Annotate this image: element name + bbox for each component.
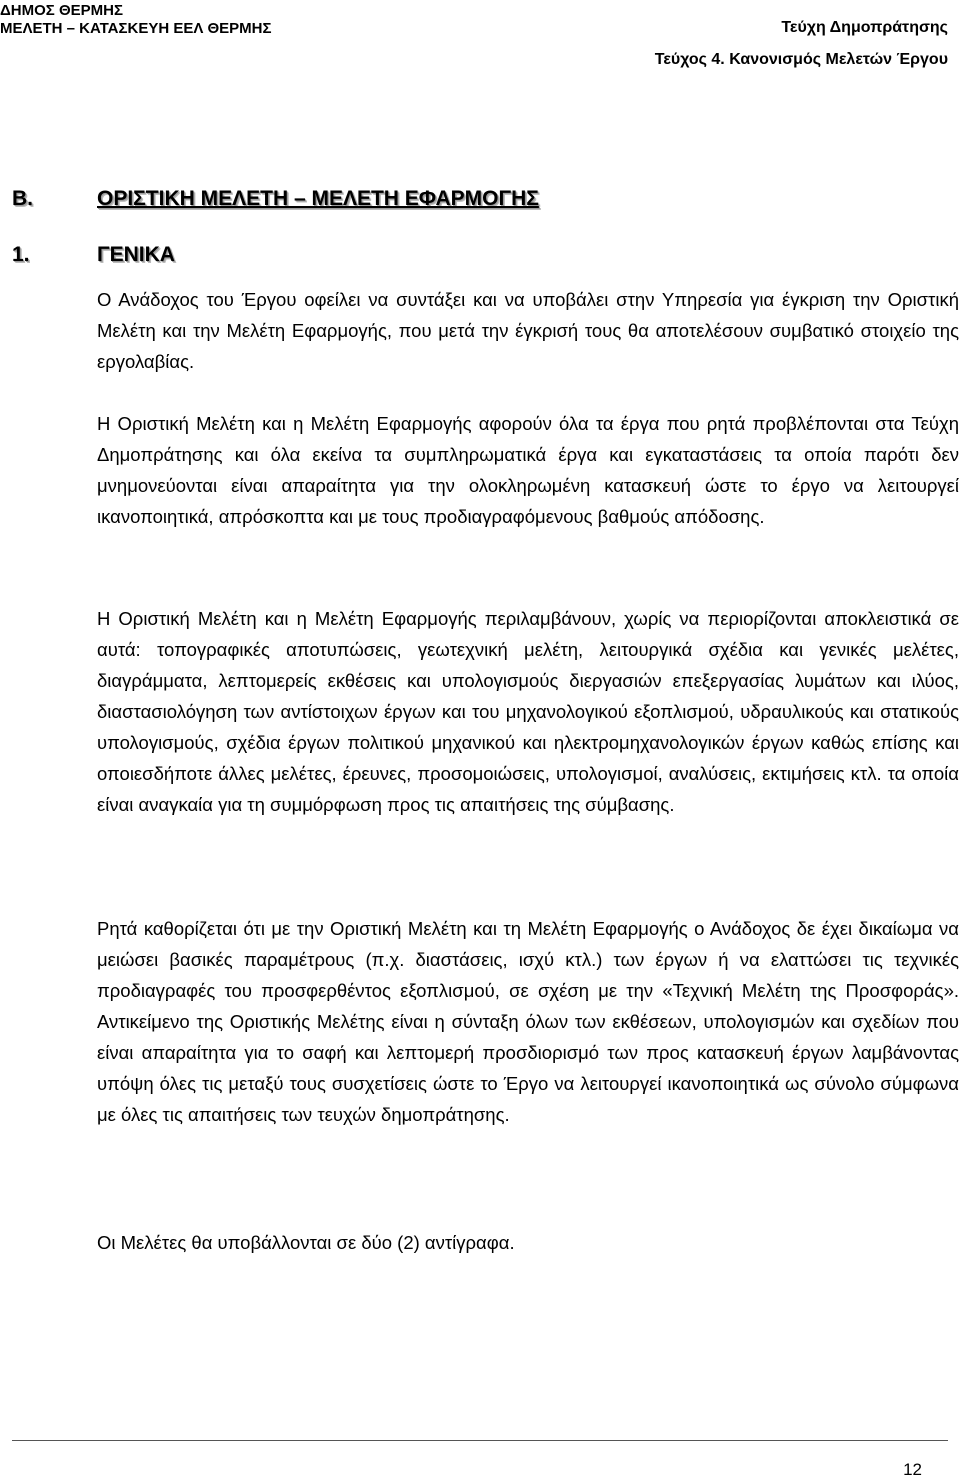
- body-paragraph-4-block: [97, 913, 959, 1130]
- body-paragraph-1-block: [97, 284, 959, 377]
- header-project: ΜΕΛΕΤΗ – ΚΑΤΑΣΚΕΥΗ ΕΕΛ ΘΕΡΜΗΣ: [0, 20, 272, 37]
- header-left: [0, 2, 272, 38]
- body-paragraph: Οι Μελέτες θα υποβάλλονται σε δύο (2) αντίγραφα.: [97, 1232, 515, 1253]
- header-right: [655, 12, 948, 76]
- page-number: 12: [903, 1460, 922, 1479]
- body-paragraph-3-block: [97, 603, 959, 820]
- subsection-heading: [12, 243, 175, 267]
- footer-divider: [12, 1440, 948, 1441]
- header-docs-title: Τεύχη Δημοπράτησης: [781, 19, 948, 36]
- header-municipality: ΔΗΜΟΣ ΘΕΡΜΗΣ: [0, 2, 123, 19]
- body-paragraph: Ρητά καθορίζεται ότι με την Οριστική Μελέτη και τη Μελέτη Εφαρμογής ο Ανάδοχος δε έχει δικαίωμα να μειώσει βασικές παραμέτρους (π.χ. διαστάσεις, ισχύ κτλ.) των έργων ή να ελαττώσει τις τεχνικές προδιαγραφές του προσφερθέντος εξοπλισμού, σε σχέση με την «Τεχνική Μελέτη της Προσφοράς». Αντικείμενο της Οριστικής Μελέτης είναι η σύνταξη όλων των εκθέσεων, υπολογισμών και σχεδίων που είναι απαραίτητα για το σαφή και λεπτομερή προσδιορισμό των προς κατασκευή έργων λαμβάνοντας υπόψη όλες τις μεταξύ τους συσχετίσεις ώστε το Έργο να λειτουργεί ικανοποιητικά ως σύνολο σύμφωνα με όλες τις απαιτήσεις των τευχών δημοπράτησης.: [97, 918, 959, 1125]
- body-paragraph-2-block: [97, 408, 959, 532]
- section-number: Β.: [12, 187, 33, 210]
- subsection-title: ΓΕΝΙΚΑ: [97, 243, 175, 266]
- body-paragraph-5-block: [97, 1227, 959, 1258]
- section-heading: [12, 187, 539, 211]
- section-title: ΟΡΙΣΤΙΚΗ ΜΕΛΕΤΗ – ΜΕΛΕΤΗ ΕΦΑΡΜΟΓΗΣ: [97, 187, 539, 210]
- header-volume-title: Τεύχος 4. Κανονισμός Μελετών Έργου: [654, 51, 948, 68]
- body-paragraph: Ο Ανάδοχος του Έργου οφείλει να συντάξει και να υποβάλει στην Υπηρεσία για έγκριση την Οριστική Μελέτη και την Μελέτη Εφαρμογής, που μετά την έγκρισή τους θα αποτελέσουν συμβατικό στοιχείο της εργολαβίας.: [97, 289, 959, 372]
- body-paragraph: Η Οριστική Μελέτη και η Μελέτη Εφαρμογής περιλαμβάνουν, χωρίς να περιορίζονται αποκλειστικά σε αυτά: τοπογραφικές αποτυπώσεις, γεωτεχνική μελέτη, λειτουργικά σχέδια και γενικές μελέτες, διαγράμματα, λεπτομερείς εκθέσεις και υπολογισμούς διεργασιών επεξεργασίας λυμάτων και ιλύος, διαστασιολόγηση των αντίστοιχων έργων και του μηχανολογικού εξοπλισμού, υδραυλικούς και στατικούς υπολογισμούς, σχέδια έργων πολιτικού μηχανικού και ηλεκτρομηχανολογικών έργων καθώς επίσης και οποιεσδήποτε άλλες μελέτες, έρευνες, προσομοιώσεις, υπολογισμοί, αναλύσεις, εκτιμήσεις κτλ. τα οποία είναι αναγκαία για τη συμμόρφωση προς τις απαιτήσεις της σύμβασης.: [97, 608, 959, 815]
- body-paragraph: Η Οριστική Μελέτη και η Μελέτη Εφαρμογής αφορούν όλα τα έργα που ρητά προβλέπονται στα Τεύχη Δημοπράτησης και όλα εκείνα τα συμπληρωματικά έργα και εγκαταστάσεις τα οποία παρότι δεν μνημονεύονται είναι απαραίτητα για την ολοκληρωμένη κατασκευή ώστε το έργο να λειτουργεί ικανοποιητικά, απρόσκοπτα και με τους προδιαγραφόμενους βαθμούς απόδοσης.: [97, 413, 959, 527]
- subsection-number: 1.: [12, 243, 30, 266]
